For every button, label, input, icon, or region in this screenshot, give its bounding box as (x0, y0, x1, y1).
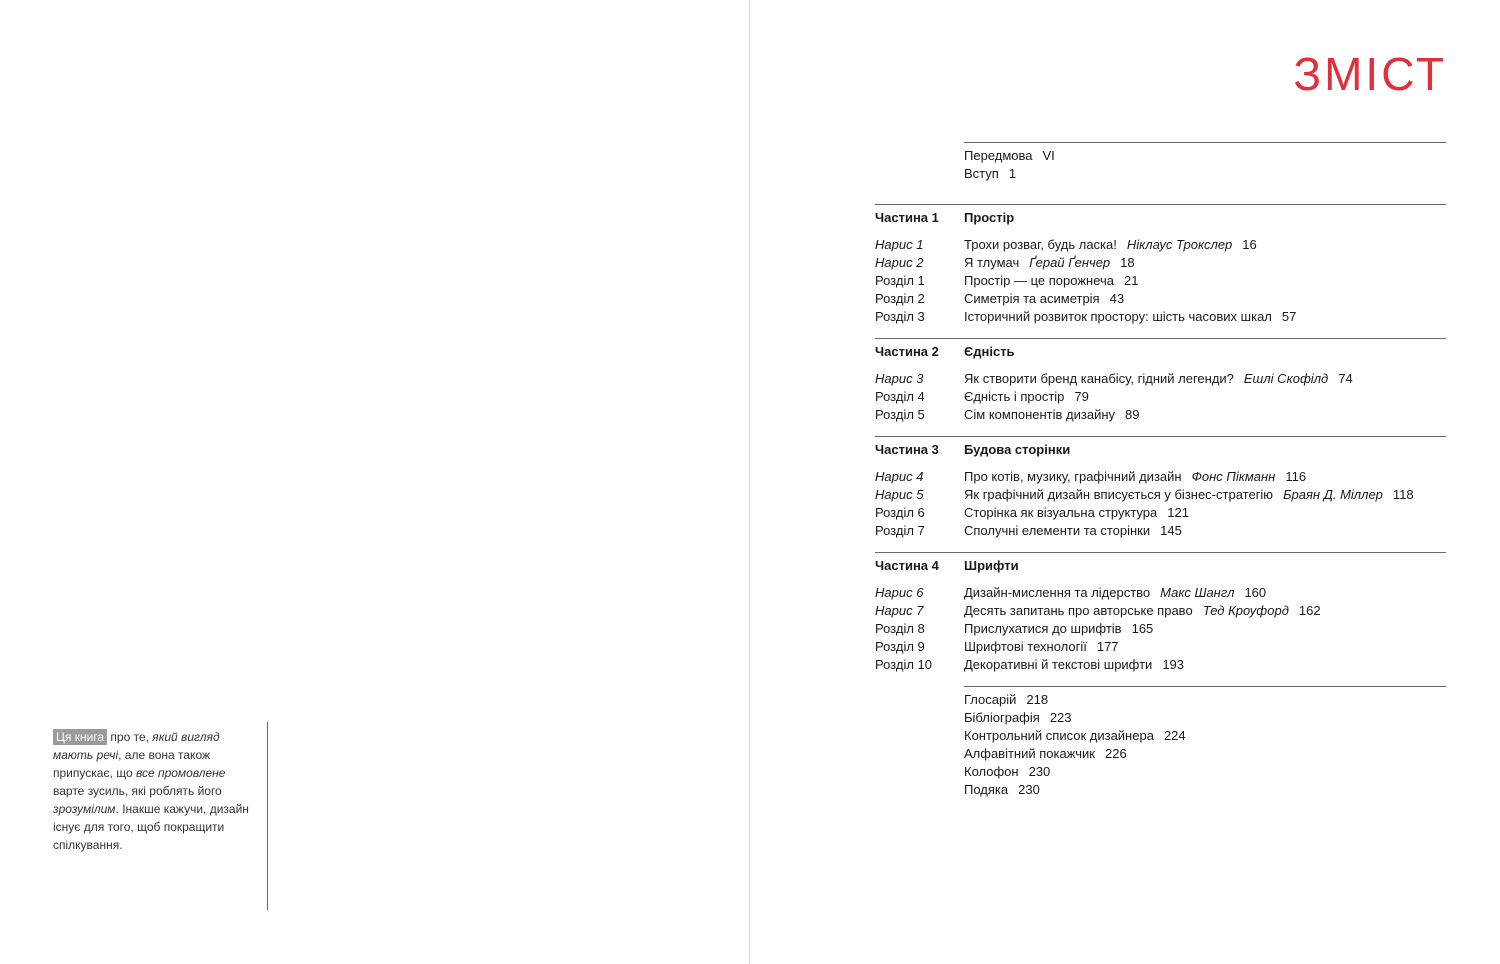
toc-entry[interactable] (875, 290, 1455, 308)
toc-entry-page: 74 (1338, 371, 1353, 386)
toc-entry[interactable] (875, 620, 1455, 638)
toc-entry[interactable] (875, 745, 1455, 763)
toc-entry-text (964, 709, 1072, 727)
toc-entry-title: Контрольний список дизайнера (964, 728, 1154, 743)
note-italic-2: все промовлене (135, 766, 226, 780)
note-text-2: , але вона також припускає, що (53, 748, 211, 780)
red-vertical-rule (267, 722, 268, 910)
toc-entry-title: Прислухатися до шрифтів (964, 621, 1122, 636)
toc-entry-title: Десять запитань про авторське право (964, 603, 1193, 618)
toc-entry-title: Історичний розвиток простору: шість часових шкал (964, 309, 1272, 324)
toc-entry-label: Нарис 3 (875, 371, 924, 386)
toc-entry-page: 193 (1162, 657, 1185, 672)
toc-entry-page: 57 (1281, 309, 1297, 324)
toc-entry-page: 160 (1244, 585, 1267, 600)
toc-entry[interactable] (875, 727, 1455, 745)
toc-entry-author: Ніклаус Трокслер (1126, 237, 1233, 252)
right-page (750, 0, 1500, 964)
toc-entry-text (964, 584, 1266, 602)
toc-entry-page: 116 (1285, 469, 1307, 484)
toc-entry-label: Частина 4 (875, 558, 939, 573)
toc-entry-label: Розділ 7 (875, 523, 925, 538)
toc-entry-text (964, 522, 1182, 540)
toc-entry-title: Подяка (964, 782, 1009, 797)
note-italic-1: який вигляд мають речі (53, 730, 220, 762)
toc-entry[interactable] (875, 441, 1455, 459)
toc-entry-page: 16 (1242, 237, 1257, 252)
note-highlight: Ця книга (53, 729, 107, 745)
toc-entry[interactable] (875, 602, 1455, 620)
toc-entry-label: Частина 2 (875, 344, 939, 359)
toc-entry-title: Симетрія та асиметрія (964, 291, 1100, 306)
toc-entry-title: Простір (964, 210, 1015, 225)
toc-entry[interactable] (875, 763, 1455, 781)
toc-entry-page: 21 (1124, 273, 1139, 288)
toc-entry-page: 121 (1167, 505, 1189, 520)
toc-entry-label: Розділ 9 (875, 639, 925, 654)
sidebar-note (53, 728, 258, 854)
toc-entry-text (964, 406, 1140, 424)
toc-entry[interactable] (875, 308, 1455, 326)
toc-entry-label: Розділ 10 (875, 657, 932, 672)
toc-entry-label: Нарис 7 (875, 603, 924, 618)
toc-entry-label: Нарис 5 (875, 487, 924, 502)
toc-entry-title: Простір — це порожнеча (964, 273, 1115, 288)
toc-entry-text (964, 272, 1138, 290)
toc-entry-text (964, 727, 1186, 745)
toc-entry[interactable] (875, 709, 1455, 727)
toc-title: ЗМІСТ (1293, 48, 1447, 100)
toc-entry[interactable] (875, 468, 1455, 486)
toc-entry-page: 223 (1049, 710, 1072, 725)
toc-entry-title: Як графічний дизайн вписується у бізнес-стратегію (964, 487, 1274, 502)
toc-entry-title: Єдність (964, 344, 1015, 359)
toc-entry-title: Трохи розваг, будь ласка! (964, 237, 1117, 252)
toc-entry-label: Розділ 4 (875, 389, 925, 404)
toc-entry-label: Частина 1 (875, 210, 939, 225)
toc-entry-page: 230 (1028, 764, 1051, 779)
toc-entry-label: Нарис 1 (875, 237, 924, 252)
toc-entry[interactable] (875, 343, 1455, 361)
toc-entry-text (964, 638, 1119, 656)
toc-entry-text (964, 656, 1184, 674)
toc-entry-text (964, 468, 1306, 486)
toc-entry-label: Розділ 6 (875, 505, 925, 520)
toc-entry[interactable] (875, 236, 1455, 254)
toc-entry[interactable] (875, 691, 1455, 709)
toc-entry-text (964, 620, 1153, 638)
note-text-3: варте зусиль, які роблять його (53, 784, 222, 798)
toc-entry-title: Я тлумач (964, 255, 1020, 270)
toc-entry-label: Нарис 2 (875, 255, 924, 270)
toc-rule (875, 552, 1446, 553)
toc-entry-author: Тед Кроуфорд (1202, 603, 1289, 618)
toc-entry-page: 145 (1160, 523, 1182, 538)
toc-entry-title: Як створити бренд канабісу, гідний легенди? (964, 371, 1234, 386)
toc-entry[interactable] (875, 388, 1455, 406)
toc-entry[interactable] (875, 781, 1455, 799)
toc-entry[interactable] (875, 406, 1455, 424)
toc-entry-text (964, 308, 1296, 326)
toc-entry[interactable] (875, 522, 1455, 540)
toc-entry-title: Передмова (964, 148, 1033, 163)
toc-entry-text (964, 236, 1257, 254)
toc-entry[interactable] (875, 165, 1455, 183)
toc-entry-title: Бібліографія (964, 710, 1040, 725)
toc-entry-title: Глосарій (964, 692, 1017, 707)
toc-entry-text (964, 370, 1353, 388)
toc-entry-label: Розділ 1 (875, 273, 925, 288)
toc-entry-page: 1 (1008, 166, 1017, 181)
toc-entry[interactable] (875, 656, 1455, 674)
toc-entry-title: Єдність і простір (964, 389, 1065, 404)
toc-entry-page: 177 (1096, 639, 1119, 654)
toc-rule (875, 436, 1446, 437)
toc-entry-label: Розділ 2 (875, 291, 925, 306)
note-italic-3: зрозумілим (53, 802, 116, 816)
toc-entry-title: Шрифти (964, 558, 1019, 573)
toc-entry-text (964, 388, 1089, 406)
toc-entry-text (964, 781, 1040, 799)
toc-rule (875, 204, 1446, 205)
toc-rule (964, 686, 1446, 687)
toc-entry[interactable] (875, 370, 1455, 388)
left-page (0, 0, 749, 964)
toc-entry-author: Ґерай Ґенчер (1029, 255, 1111, 270)
toc-entry-author: Макс Шангл (1160, 585, 1235, 600)
toc-entry-title: Сполучні елементи та сторінки (964, 523, 1151, 538)
toc-entry-author: Браян Д. Міллер (1283, 487, 1383, 502)
toc-entry-text (964, 486, 1414, 504)
toc-entry-title: Сторінка як візуальна структура (964, 505, 1158, 520)
toc-entry-author: Ешлі Скофілд (1243, 371, 1329, 386)
toc-entry[interactable] (875, 557, 1455, 575)
toc-entry-title: Алфавітний покажчик (964, 746, 1095, 761)
toc-entry-label: Частина 3 (875, 442, 939, 457)
toc-entry[interactable] (875, 254, 1455, 272)
toc-entry-title: Про котів, музику, графічний дизайн (964, 469, 1182, 484)
toc-rule (875, 338, 1446, 339)
toc-entry-title: Вступ (964, 166, 999, 181)
toc-entry-text (964, 745, 1127, 763)
toc-rule (964, 142, 1446, 143)
toc-entry-text (964, 441, 1070, 459)
toc-entry[interactable] (875, 272, 1455, 290)
table-of-contents (750, 0, 1500, 964)
toc-entry-page: 18 (1120, 255, 1135, 270)
toc-entry-text (964, 343, 1015, 361)
note-text-4: . Інакше кажучи, дизайн існує для того, щоб покращити спілкування. (53, 802, 249, 852)
note-text-1: про те, (107, 730, 153, 744)
toc-entry-page: 165 (1131, 621, 1154, 636)
toc-entry-text (964, 602, 1321, 620)
toc-entry-title: Будова сторінки (964, 442, 1071, 457)
toc-entry-text (964, 254, 1135, 272)
toc-entry-label: Розділ 8 (875, 621, 925, 636)
toc-entry-text (964, 763, 1050, 781)
toc-entry-text (964, 165, 1016, 183)
toc-entry-page: 162 (1298, 603, 1321, 618)
toc-entry-text (964, 209, 1014, 227)
toc-entry-page: 230 (1018, 782, 1040, 797)
toc-entry-title: Шрифтові технології (964, 639, 1087, 654)
toc-entry-text (964, 557, 1019, 575)
toc-entry-text (964, 691, 1048, 709)
toc-entry-author: Фонс Пікманн (1191, 469, 1276, 484)
toc-entry[interactable] (875, 584, 1455, 602)
toc-entry-page: 89 (1125, 407, 1140, 422)
toc-entry-title: Колофон (964, 764, 1019, 779)
toc-entry-text (964, 504, 1189, 522)
toc-entry-page: 218 (1026, 692, 1049, 707)
toc-entry[interactable] (875, 486, 1455, 504)
toc-entry-label: Розділ 3 (875, 309, 925, 324)
toc-entry[interactable] (875, 638, 1455, 656)
toc-entry-label: Нарис 6 (875, 585, 924, 600)
toc-entry-title: Декоративні й текстові шрифти (964, 657, 1153, 672)
toc-entry-text (964, 147, 1055, 165)
toc-entry[interactable] (875, 209, 1455, 227)
toc-entry-label: Розділ 5 (875, 407, 925, 422)
toc-entry-label: Нарис 4 (875, 469, 924, 484)
toc-entry-page: 79 (1074, 389, 1089, 404)
toc-entry-page: VI (1042, 148, 1055, 163)
toc-entry-page: 224 (1163, 728, 1186, 743)
toc-entry-page: 43 (1109, 291, 1125, 306)
toc-entry-text (964, 290, 1124, 308)
toc-entry-title: Сім компонентів дизайну (964, 407, 1116, 422)
toc-entry-title: Дизайн-мислення та лідерство (964, 585, 1151, 600)
toc-entry[interactable] (875, 147, 1455, 165)
toc-entry-page: 118 (1392, 487, 1414, 502)
toc-entry-page: 226 (1105, 746, 1127, 761)
toc-entry[interactable] (875, 504, 1455, 522)
